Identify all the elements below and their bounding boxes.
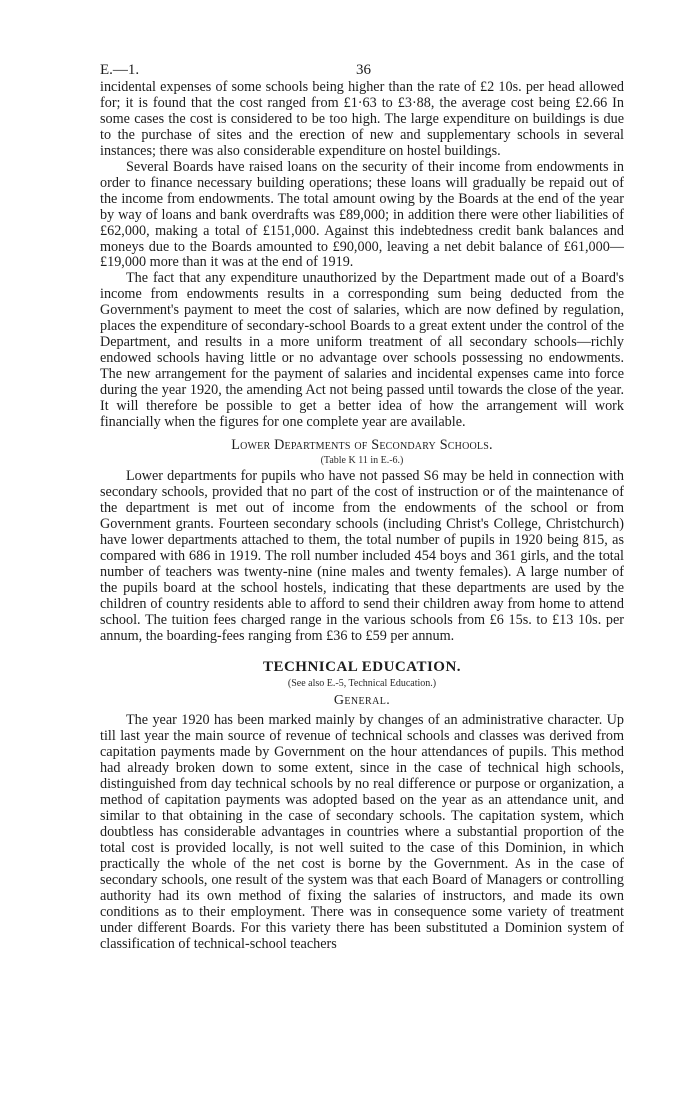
table-reference-note: (Table K 11 in E.-6.): [320, 454, 404, 466]
page-number: 36: [356, 62, 371, 78]
paragraph-unauthorized-expenditure: The fact that any expenditure unauthorized by the Department made out of a Board's income from endowments results in a corresponding sum being deducted from the Government's payment to meet the cost of salaries, which are now defined by regulation, places the expenditure of secondary-school Boards to a great extent under the control of the Department, and results in a more uniform treatment of all secondary schools—richly endowed schools having little or no advantage over schools possessing no endowments. The new arrangement for the payment of salaries and incidental expenses came into force during the year 1920, the amending Act not being passed until towards the close of the year. It will therefore be possible to get a better idea of how the arrangement will work financially when the figures for one complete year are available.: [100, 270, 624, 431]
section-heading-lower-departments: Lower Departments of Secondary Schools.: [231, 436, 493, 453]
paragraph-technical-general: The year 1920 has been marked mainly by changes of an administrative character. Up till last year the main source of revenue of technical schools and classes was derived from capitation payments made by Government on the hour attendances of pupils. This method had already broken down to some extent, since in the case of technical high schools, distinguished from day technical schools by no real difference or purpose or organization, a method of capitation payments was adopted based on the year as an attendance unit, and similar to that obtaining in the case of secondary schools. The capitation system, which doubtless has considerable advantages in countries where a substantial proportion of the total cost is provided locally, is not well suited to the case of this Dominion, in which practically the whole of the net cost is borne by the Government. As in the case of secondary schools, one result of the system was that each Board of Managers or controlling authority had its own method of fixing the salaries of instructors, and made its own conditions as to their employment. There was in consequence some variety of treatment under different Boards. For this variety there has been substituted a Dominion system of classification of technical-school teachers: [100, 712, 624, 952]
cross-reference-note: (See also E.-5, Technical Education.): [287, 678, 437, 690]
subheading-general: General.: [333, 693, 391, 709]
page-header: [100, 60, 624, 80]
document-page: [100, 60, 624, 953]
document-reference: E.—1.: [100, 62, 140, 78]
paragraph-loans: Several Boards have raised loans on the security of their income from endowments in order to finance necessary building operations; these loans will gradually be repaid out of the income from endowments. The total amount owing by the Boards at the end of the year by way of loans and bank overdrafts was £89,000; in addition there were other liabilities of £62,000, making a total of £151,000. Against this indebtedness credit bank balances and moneys due to the Boards amounted to £90,000, leaving a net debit balance of £61,000—£19,000 more than it was at the end of 1919.: [100, 158, 624, 271]
paragraph-expenses-continued: incidental expenses of some schools being higher than the rate of £2 10s. per head allowed for; it is found that the cost ranged from £1·63 to £3·88, the average cost being £2.66 In some cases the cost is considered to be too high. The large expenditure on buildings is due to the purchase of sites and the erection of new and supplementary schools in several instances; there was also considerable expenditure on hostel buildings.: [100, 79, 624, 159]
section-heading-technical-education: TECHNICAL EDUCATION.: [262, 659, 462, 676]
paragraph-lower-departments: Lower departments for pupils who have not passed S6 may be held in connection with secondary schools, provided that no part of the cost of instruction or of the maintenance of the department is met out of income from the endowments of the school or from Government grants. Fourteen secondary schools (including Christ's College, Christchurch) have lower departments attached to them, the total number of pupils in 1920 being 815, as compared with 686 in 1919. The roll number included 454 boys and 361 girls, and the total number of teachers was twenty-nine (nine males and twenty females). A large number of the pupils board at the school hostels, indicating that these departments are used by the children of country residents able to afford to send their children away from home to attend school. The tuition fees charged range in the various schools from £6 15s. to £13 10s. per annum, the boarding-fees ranging from £36 to £59 per annum.: [100, 467, 624, 644]
